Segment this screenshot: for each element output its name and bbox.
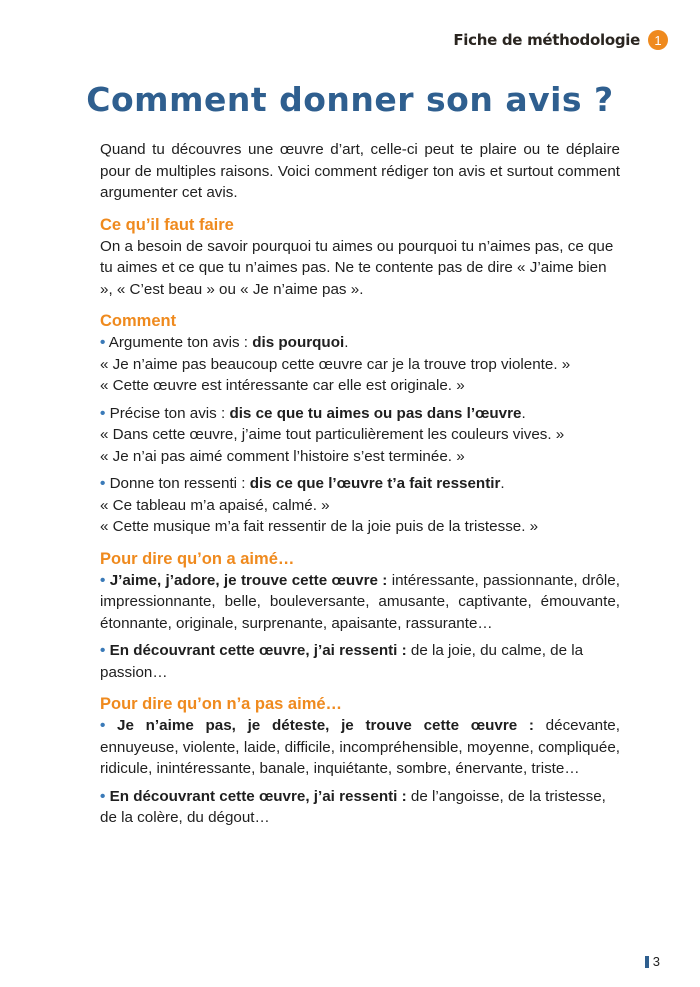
section-title: Pour dire qu’on n’a pas aimé… — [100, 695, 343, 713]
example-quote: « Cette œuvre est intéressante car elle est originale. » — [100, 377, 465, 394]
example-quote: « Je n’ai pas aimé comment l’histoire s’est terminée. » — [100, 447, 465, 465]
document-body — [100, 139, 620, 829]
page-number: 3 — [645, 954, 660, 969]
bullet-icon: • — [100, 404, 106, 422]
example-quote: « Je n’aime pas beaucoup cette œuvre car je la trouve trop violente. » — [100, 355, 571, 373]
list-item: • Je n’aime pas, je déteste, je trouve cette œuvre : décevante, ennuyeuse, violente, laide, difficile, incompréhensible, moyenne, compliquée, ridicule, inintéressante, banale, inquiétante, sombre, énervante, triste… — [100, 717, 620, 777]
bullet-icon: • — [100, 642, 106, 659]
list-item: • Donne ton ressenti : dis ce que l’œuvre t’a fait ressentir. « Ce tableau m’a apaisé, calmé. » « Cette musique m’a fait ressentir de la joie puis de la tristesse. » — [100, 473, 620, 538]
section-what — [100, 214, 620, 301]
section-title: Comment — [100, 312, 177, 330]
list-item: • J’aime, j’adore, je trouve cette œuvre : intéressante, passionnante, drôle, impressionnante, belle, bouleversante, amusante, captivante, émouvante, étonnante, originale, surprenante, apaisante, rassurante… — [100, 571, 620, 632]
section-liked — [100, 548, 620, 684]
list-item: • En découvrant cette œuvre, j’ai ressenti : de la joie, du calme, de la passion… — [100, 642, 584, 681]
chapter-badge: 1 — [648, 30, 668, 50]
example-quote: « Ce tableau m’a apaisé, calmé. » — [100, 496, 330, 514]
section-text: On a besoin de savoir pourquoi tu aimes ou pourquoi tu n’aimes pas, ce que tu aimes et ce que tu n’aimes pas. Ne te contente pas de dire « J’aime bien », « C’est beau » ou « Je n’aime pas ». — [100, 237, 614, 298]
bullet-icon: • — [100, 475, 106, 492]
intro-paragraph: Quand tu découvres une œuvre d’art, celle-ci peut te plaire ou te déplaire pour de multiples raisons. Voici comment rédiger ton avis et surtout comment argumenter cet avis. — [100, 141, 620, 201]
example-quote: « Cette musique m’a fait ressentir de la joie puis de la tristesse. » — [100, 518, 539, 535]
page-title: Comment donner son avis ? — [86, 80, 614, 119]
bullet-icon: • — [100, 717, 106, 734]
list-item: • En découvrant cette œuvre, j’ai ressenti : de l’angoisse, de la tristesse, de la colère, du dégout… — [100, 787, 606, 826]
header-title: Fiche de méthodologie — [453, 31, 640, 49]
page-marker-icon — [645, 956, 649, 968]
page-header — [453, 30, 668, 50]
list-item: • Précise ton avis : dis ce que tu aimes ou pas dans l’œuvre. « Dans cette œuvre, j’aime tout particulièrement les couleurs vives. » « Je n’ai pas aimé comment l’histoire s’est terminée. » — [100, 403, 620, 468]
section-how — [100, 310, 620, 538]
bullet-icon: • — [100, 787, 106, 805]
section-disliked — [100, 693, 620, 829]
section-title: Pour dire qu’on a aimé… — [100, 549, 295, 568]
section-title: Ce qu’il faut faire — [100, 215, 234, 234]
list-item: • Argumente ton avis : dis pourquoi. « Je n’aime pas beaucoup cette œuvre car je la trouve trop violente. » « Cette œuvre est intéressante car elle est originale. » — [100, 332, 620, 397]
bullet-icon: • — [100, 571, 106, 589]
bullet-icon: • — [100, 334, 106, 351]
example-quote: « Dans cette œuvre, j’aime tout particulièrement les couleurs vives. » — [100, 426, 565, 443]
